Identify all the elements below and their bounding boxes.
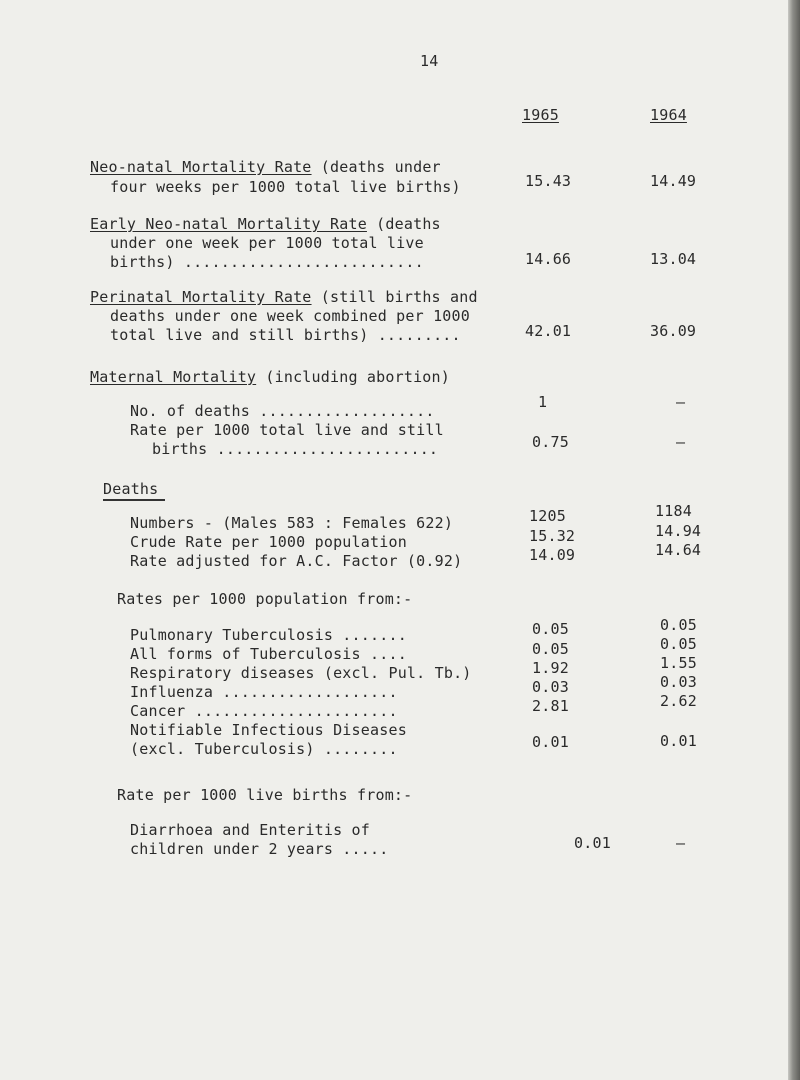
maternal-deaths-label: No. of deaths ................... [130, 402, 435, 420]
rate-row-1964: 0.05 [660, 616, 697, 634]
column-header-1965: 1965 [522, 106, 559, 124]
diarrhoea-line2: children under 2 years ..... [130, 840, 389, 858]
early-neo-natal-line1-rest: (deaths [366, 215, 441, 233]
diarrhoea-line1: Diarrhoea and Enteritis of [130, 821, 370, 839]
deaths-crude-label: Crude Rate per 1000 population [130, 533, 407, 551]
perinatal-title: Perinatal Mortality Rate [90, 288, 312, 306]
column-header-1964: 1964 [650, 106, 687, 124]
notifiable-line2: (excl. Tuberculosis) ........ [130, 740, 398, 758]
maternal-line1-rest: (including abortion) [256, 368, 451, 386]
diarrhoea-1965: 0.01 [574, 834, 611, 852]
deaths-heading: Deaths [103, 480, 159, 498]
rate-row-1965: 0.03 [532, 678, 569, 696]
early-neo-natal-1964: 13.04 [650, 250, 697, 268]
rate-row-label: Pulmonary Tuberculosis ....... [130, 626, 407, 644]
early-neo-natal-1965: 14.66 [525, 250, 572, 268]
rate-row-1965: 2.81 [532, 697, 569, 715]
maternal-deaths-1964: – [676, 393, 686, 411]
rate-row-1965: 0.05 [532, 620, 569, 638]
maternal-deaths-1965: 1 [538, 393, 548, 411]
neo-natal-1964: 14.49 [650, 172, 697, 190]
early-neo-natal-line2: under one week per 1000 total live [110, 234, 424, 252]
page-number: 14 [420, 52, 439, 70]
perinatal-1965: 42.01 [525, 322, 572, 340]
page-edge-shadow [788, 0, 800, 1080]
perinatal-line2: deaths under one week combined per 1000 [110, 307, 470, 325]
rates-population-heading: Rates per 1000 population from:- [117, 590, 413, 608]
early-neo-natal-title: Early Neo-natal Mortality Rate [90, 215, 367, 233]
deaths-numbers-1965: 1205 [529, 507, 566, 525]
maternal-rate-line1: Rate per 1000 total live and still [130, 421, 444, 439]
maternal-line1 [90, 368, 450, 386]
rate-row-1965: 0.05 [532, 640, 569, 658]
rate-row-label: All forms of Tuberculosis .... [130, 645, 407, 663]
deaths-adjusted-1964: 14.64 [655, 541, 702, 559]
rates-live-births-heading: Rate per 1000 live births from:- [117, 786, 413, 804]
diarrhoea-1964: – [676, 834, 686, 852]
maternal-rate-line2: births ........................ [152, 440, 439, 458]
maternal-title: Maternal Mortality [90, 368, 257, 386]
neo-natal-1965: 15.43 [525, 172, 572, 190]
neo-natal-line1 [90, 158, 441, 176]
perinatal-1964: 36.09 [650, 322, 697, 340]
deaths-crude-1964: 14.94 [655, 522, 702, 540]
rate-row-1964: 1.55 [660, 654, 697, 672]
rate-row-label: Influenza ................... [130, 683, 398, 701]
deaths-adjusted-label: Rate adjusted for A.C. Factor (0.92) [130, 552, 463, 570]
early-neo-natal-line1 [90, 215, 441, 233]
neo-natal-title: Neo-natal Mortality Rate [90, 158, 312, 176]
neo-natal-line2: four weeks per 1000 total live births) [110, 178, 461, 196]
deaths-numbers-label: Numbers - (Males 583 : Females 622) [130, 514, 454, 532]
deaths-numbers-1964: 1184 [655, 502, 692, 520]
deaths-adjusted-1965: 14.09 [529, 546, 576, 564]
rate-row-label: Respiratory diseases (excl. Pul. Tb.) [130, 664, 472, 682]
maternal-rate-1965: 0.75 [532, 433, 569, 451]
perinatal-line1 [90, 288, 478, 306]
rate-row-1964: 2.62 [660, 692, 697, 710]
perinatal-line3: total live and still births) ......... [110, 326, 461, 344]
deaths-heading-underline [103, 499, 165, 501]
perinatal-line1-rest: (still births and [311, 288, 478, 306]
notifiable-line1: Notifiable Infectious Diseases [130, 721, 407, 739]
notifiable-1965: 0.01 [532, 733, 569, 751]
rate-row-1964: 0.05 [660, 635, 697, 653]
neo-natal-line1-rest: (deaths under [311, 158, 441, 176]
rate-row-label: Cancer ...................... [130, 702, 398, 720]
maternal-rate-1964: – [676, 433, 686, 451]
early-neo-natal-line3: births) .......................... [110, 253, 424, 271]
rate-row-1964: 0.03 [660, 673, 697, 691]
notifiable-1964: 0.01 [660, 732, 697, 750]
rate-row-1965: 1.92 [532, 659, 569, 677]
deaths-crude-1965: 15.32 [529, 527, 576, 545]
